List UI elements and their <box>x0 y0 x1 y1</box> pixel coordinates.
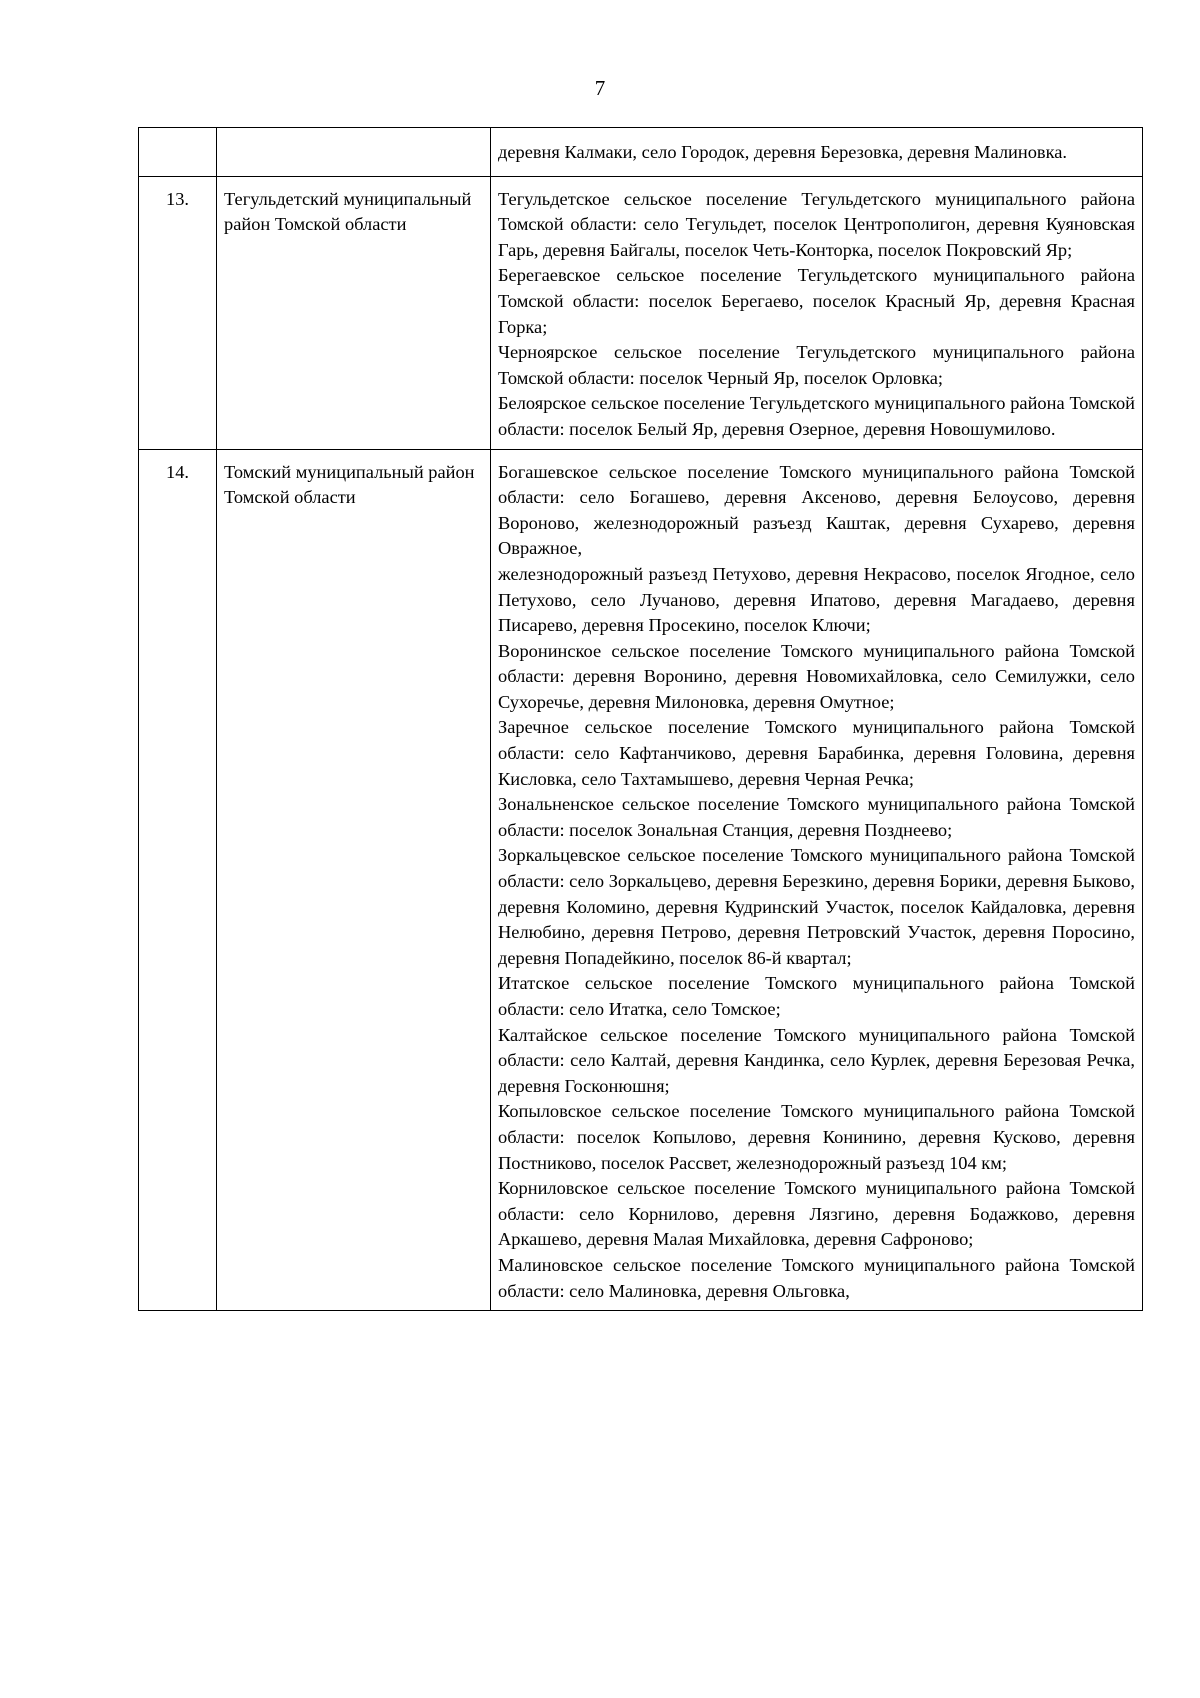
settlement-entry: Итатское сельское поселение Томского муниципального района Томской области: село Итатка, село Томское; <box>498 973 1135 1019</box>
settlement-entry: Копыловское сельское поселение Томского муниципального района Томской области: поселок Копылово, деревня Конинино, деревня Кусково, деревня Постниково, поселок Рассвет, железнодорожный разъезд 104 км; <box>498 1101 1135 1173</box>
settlement-entry: железнодорожный разъезд Петухово, деревня Некрасово, поселок Ягодное, село Петухово, село Лучаново, деревня Ипатово, деревня Магадаево, деревня Писарево, деревня Просекино, поселок Ключи; <box>498 563 1135 636</box>
settlements-cell <box>491 176 1143 449</box>
settlement-entry: Богашевское сельское поселение Томского муниципального района Томской области: село Богашево, деревня Аксеново, деревня Белоусово, деревня Вороново, железнодорожный разъезд Каштак, деревня Сухарево, деревня Овражное, <box>498 461 1135 559</box>
settlement-entry: Берегаевское сельское поселение Тегульдетского муниципального района Томской области: поселок Берегаево, поселок Красный Яр, деревня Красная Горка; <box>498 265 1135 337</box>
settlement-entry: Воронинское сельское поселение Томского муниципального района Томской области: деревня Воронино, деревня Новомихайловка, село Семилужки, село Сухоречье, деревня Милоновка, деревня Омутное; <box>498 640 1135 712</box>
settlement-entry: Зональненское сельское поселение Томского муниципального района Томской области: поселок Зональная Станция, деревня Позднеево; <box>498 794 1135 840</box>
settlement-entry: Заречное сельское поселение Томского муниципального района Томской области: село Кафтанчиково, деревня Барабинка, деревня Головина, деревня Кисловка, село Тахтамышево, деревня Черная Речка; <box>498 717 1135 789</box>
settlements-cell <box>491 128 1143 177</box>
table-row <box>139 128 1143 177</box>
table-row <box>139 449 1143 1311</box>
district-name: Тегульдетский муниципальный район Томской области <box>217 176 491 449</box>
row-number <box>139 128 217 177</box>
district-name <box>217 128 491 177</box>
settlement-entry: деревня Калмаки, село Городок, деревня Березовка, деревня Малиновка. <box>498 142 1068 162</box>
table-row <box>139 176 1143 449</box>
settlements-table <box>138 127 1143 1311</box>
settlement-entry: Тегульдетское сельское поселение Тегульдетского муниципального района Томской области: село Тегульдет, поселок Центрополигон, деревня Куяновская Гарь, деревня Байгалы, поселок Четь-Конторка, поселок Покровский Яр; <box>498 188 1135 260</box>
district-name: Томский муниципальный район Томской области <box>217 449 491 1311</box>
settlement-entry: Калтайское сельское поселение Томского муниципального района Томской области: село Калтай, деревня Кандинка, село Курлек, деревня Березовая Речка, деревня Госконюшня; <box>498 1024 1135 1096</box>
settlement-entry: Белоярское сельское поселение Тегульдетского муниципального района Томской области: поселок Белый Яр, деревня Озерное, деревня Новошумилово. <box>498 393 1135 439</box>
row-number: 14. <box>139 449 217 1311</box>
settlement-entry: Малиновское сельское поселение Томского муниципального района Томской области: село Малиновка, деревня Ольговка, <box>498 1254 1135 1301</box>
row-number: 13. <box>139 176 217 449</box>
settlements-cell <box>491 449 1143 1311</box>
settlement-entry: Зоркальцевское сельское поселение Томского муниципального района Томской области: село Зоркальцево, деревня Березкино, деревня Борики, деревня Быково, деревня Коломино, деревня Кудринский Участок, поселок Кайдаловка, деревня Нелюбино, деревня Петрово, деревня Петровский Участок, деревня Поросино, деревня Попадейкино, поселок 86-й квартал; <box>498 845 1135 968</box>
page-number: 7 <box>594 76 606 100</box>
settlement-entry: Корниловское сельское поселение Томского муниципального района Томской области: село Корнилово, деревня Лязгино, деревня Бодажково, деревня Аркашево, деревня Малая Михайловка, деревня Сафроново; <box>498 1178 1135 1250</box>
settlement-entry: Черноярское сельское поселение Тегульдетского муниципального района Томской области: поселок Черный Яр, поселок Орловка; <box>498 342 1135 388</box>
